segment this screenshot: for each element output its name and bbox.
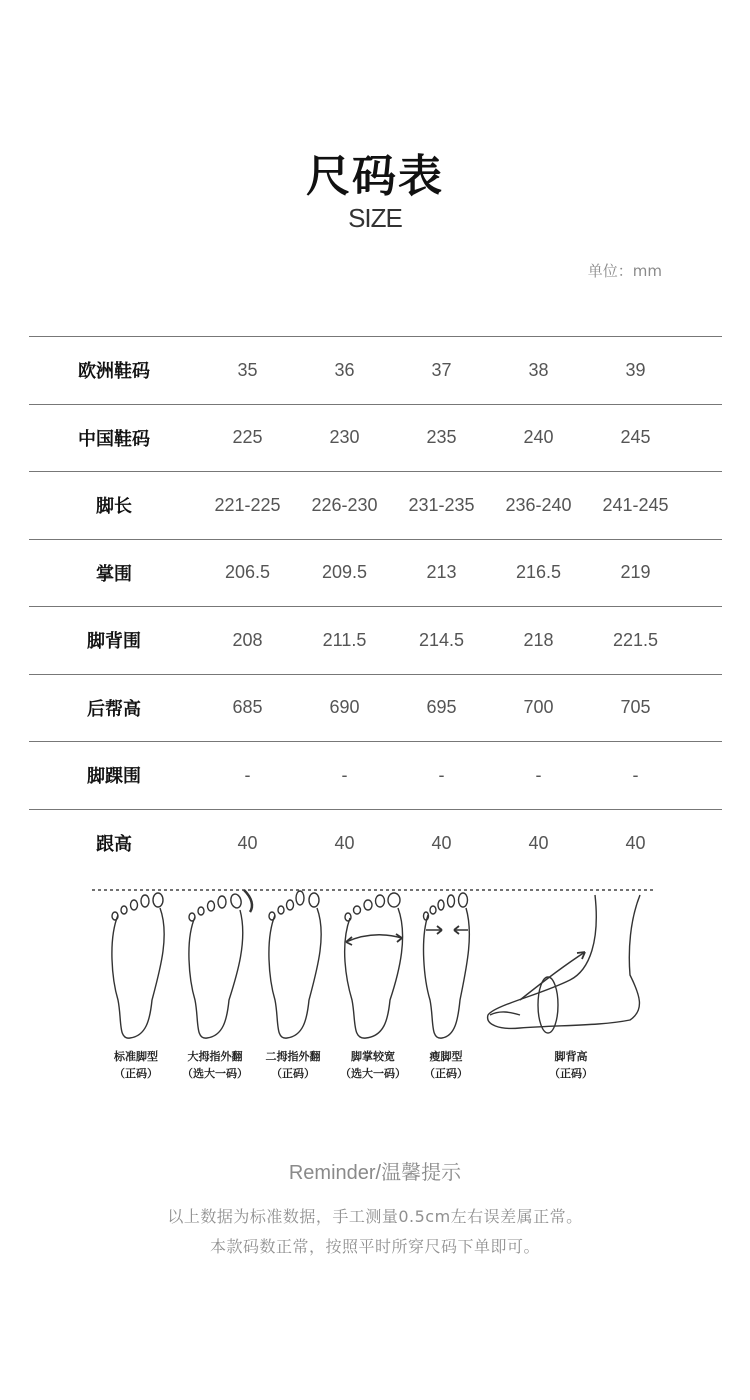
table-cell: - — [490, 742, 587, 810]
table-row — [29, 674, 722, 742]
table-cell: 211.5 — [296, 607, 393, 675]
row-label: 脚踝围 — [29, 742, 199, 810]
table-cell: 40 — [296, 809, 393, 877]
table-spacer — [684, 809, 722, 877]
table-cell: 221.5 — [587, 607, 684, 675]
row-label: 脚长 — [29, 472, 199, 540]
table-cell: 226-230 — [296, 472, 393, 540]
row-label: 跟高 — [29, 809, 199, 877]
table-cell: 235 — [393, 404, 490, 472]
foot-wide-icon — [345, 893, 403, 1038]
table-spacer — [684, 404, 722, 472]
table-cell: 209.5 — [296, 539, 393, 607]
foot-type-label: 大拇指外翻 （选大一码） — [182, 1050, 248, 1080]
table-row — [29, 607, 722, 675]
row-label: 后帮高 — [29, 674, 199, 742]
row-label: 中国鞋码 — [29, 404, 199, 472]
foot-type-label: 二拇指外翻 （正码） — [265, 1050, 321, 1080]
table-cell: 216.5 — [490, 539, 587, 607]
table-row — [29, 404, 722, 472]
foot-standard-icon — [112, 893, 164, 1038]
table-row — [29, 472, 722, 540]
row-label: 欧洲鞋码 — [29, 337, 199, 405]
table-spacer — [684, 742, 722, 810]
foot-high-instep-icon — [488, 895, 640, 1033]
table-cell: 213 — [393, 539, 490, 607]
table-cell: 700 — [490, 674, 587, 742]
table-cell: 695 — [393, 674, 490, 742]
foot-type-label: 瘦脚型 （正码） — [424, 1050, 468, 1080]
row-label: 掌围 — [29, 539, 199, 607]
table-cell: 40 — [587, 809, 684, 877]
table-cell: 231-235 — [393, 472, 490, 540]
table-cell: - — [199, 742, 296, 810]
table-cell: 690 — [296, 674, 393, 742]
table-cell: 221-225 — [199, 472, 296, 540]
table-row — [29, 539, 722, 607]
table-cell: 245 — [587, 404, 684, 472]
foot-bunion-icon — [189, 890, 252, 1038]
table-spacer — [684, 607, 722, 675]
table-cell: 40 — [199, 809, 296, 877]
table-spacer — [684, 674, 722, 742]
table-cell: 685 — [199, 674, 296, 742]
table-cell: 218 — [490, 607, 587, 675]
table-cell: 37 — [393, 337, 490, 405]
table-cell: 241-245 — [587, 472, 684, 540]
table-cell: 240 — [490, 404, 587, 472]
unit-label: 单位：mm — [587, 262, 662, 280]
page-title: 尺码表 — [306, 151, 444, 202]
table-row — [29, 742, 722, 810]
page-subtitle: SIZE — [348, 203, 402, 233]
table-spacer — [684, 472, 722, 540]
reminder-line: 以上数据为标准数据，手工测量0.5cm左右误差属正常。 — [167, 1207, 583, 1226]
foot-type-label: 脚背高 （正码） — [549, 1050, 593, 1080]
table-cell: 219 — [587, 539, 684, 607]
reminder-title: Reminder/温馨提示 — [288, 1162, 462, 1184]
table-row — [29, 337, 722, 405]
table-cell: 208 — [199, 607, 296, 675]
foot-type-label: 脚掌较宽 （选大一码） — [340, 1050, 406, 1080]
table-cell: 38 — [490, 337, 587, 405]
row-label: 脚背围 — [29, 607, 199, 675]
foot-second-toe-icon — [269, 891, 321, 1038]
table-cell: 36 — [296, 337, 393, 405]
table-cell: - — [296, 742, 393, 810]
table-cell: 705 — [587, 674, 684, 742]
reminder-line: 本款码数正常，按照平时所穿尺码下单即可。 — [209, 1237, 540, 1256]
table-cell: 214.5 — [393, 607, 490, 675]
table-row — [29, 809, 722, 877]
table-cell: 230 — [296, 404, 393, 472]
foot-slim-icon — [424, 893, 470, 1038]
table-cell: - — [587, 742, 684, 810]
table-cell: 225 — [199, 404, 296, 472]
table-cell: 40 — [393, 809, 490, 877]
table-cell: 40 — [490, 809, 587, 877]
table-cell: 206.5 — [199, 539, 296, 607]
foot-type-diagram — [0, 880, 750, 1090]
table-cell: 236-240 — [490, 472, 587, 540]
table-spacer — [684, 539, 722, 607]
table-cell: 35 — [199, 337, 296, 405]
table-cell: 39 — [587, 337, 684, 405]
table-cell: - — [393, 742, 490, 810]
foot-type-label: 标准脚型 （正码） — [114, 1050, 158, 1080]
table-spacer — [684, 337, 722, 405]
size-table — [29, 336, 722, 877]
